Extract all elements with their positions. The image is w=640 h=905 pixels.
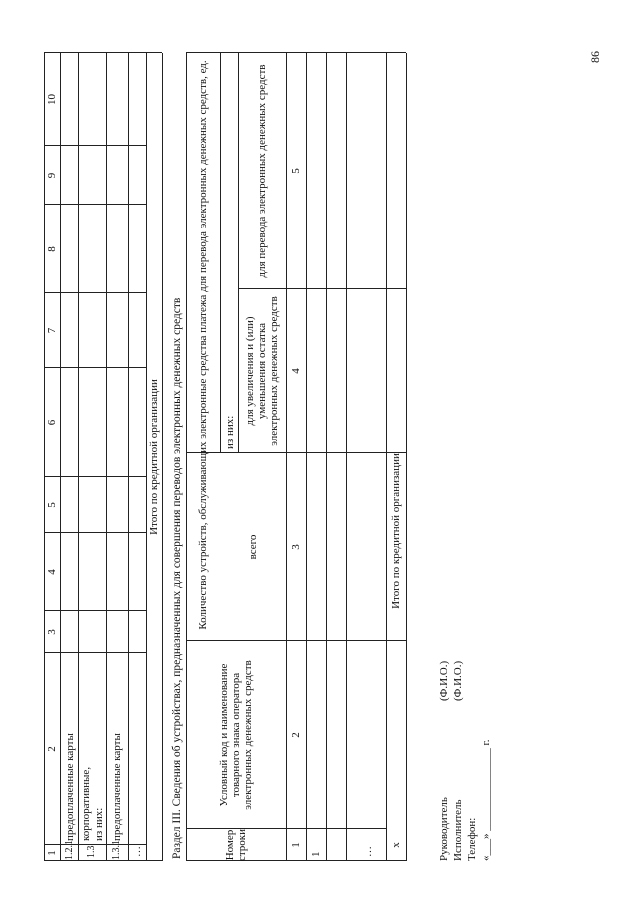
date-line: «___» _______________ г. [480, 739, 492, 861]
table-1 [44, 53, 164, 861]
section3-title: Раздел III. Сведения об устройствах, предназначенных для совершения переводов электронных денежных средств [171, 297, 183, 859]
table1-col-10: 10 [46, 94, 58, 105]
table1-col-5: 5 [46, 502, 58, 508]
exec-label: Исполнитель [452, 799, 464, 861]
table1-row-label: предоплаченные карты [64, 733, 76, 841]
section3-col-number: 5 [290, 168, 302, 174]
section3-all-header: всего [247, 534, 259, 560]
section3-col-number: 4 [290, 368, 302, 374]
table1-col-8: 8 [46, 246, 58, 252]
table1-row-sublabel: из них: [93, 807, 105, 841]
table1-col-4: 4 [46, 569, 58, 575]
table-3 [186, 53, 408, 861]
table1-row-label: предоплаченные карты [111, 733, 123, 841]
rotated-page-content [44, 53, 514, 861]
table1-col-1: 1 [46, 850, 58, 856]
section3-col-number: 3 [290, 544, 302, 550]
section3-total-label: Итого по кредитной организации [390, 453, 402, 609]
page-number: 86 [588, 51, 602, 63]
section3-of-them: из них: [224, 415, 236, 449]
signature-block [438, 441, 508, 861]
table1-row-num: 1.3.1 [111, 840, 122, 860]
table1-row-num: … [131, 846, 143, 857]
table1-total-label: Итого по кредитной организации [148, 379, 160, 535]
table1-col-3: 3 [46, 629, 58, 635]
section3-total-mark: x [390, 842, 402, 848]
section3-col-number: 2 [290, 732, 302, 738]
table1-col-2: 2 [46, 746, 58, 752]
table1-col-9: 9 [46, 172, 58, 179]
section3-sub2-header: для перевода электронных денежных средств [256, 64, 268, 278]
table1-col-6: 6 [46, 419, 58, 426]
table1-row-label: корпоративные, [80, 766, 92, 841]
head-fio: (Ф.И.О.) [438, 660, 450, 701]
section3-col1-header: Номер строки [224, 828, 248, 862]
table1-row-num: 1.3 [86, 845, 97, 858]
section3-row-label: … [362, 846, 374, 857]
exec-fio: (Ф.И.О.) [452, 660, 464, 701]
section3-group-header: Количество устройств, обслуживающих электронные средства платежа для перевода электронных денежных средств, ед. [197, 60, 209, 630]
head-label: Руководитель [438, 797, 450, 861]
section3-sub1-header: для увеличения и (или) уменьшения остатка электронных денежных средств [244, 296, 280, 446]
table1-row-num: 1.2.1 [64, 840, 75, 860]
phone-label: Телефон: [466, 817, 478, 861]
section3-col2-header: Условный код и наименование товарного знака оператора электронных денежных средств [218, 660, 254, 810]
table1-col-7: 7 [46, 327, 58, 334]
section3-row-label: 1 [310, 851, 322, 857]
section3-col-number: 1 [290, 842, 302, 848]
